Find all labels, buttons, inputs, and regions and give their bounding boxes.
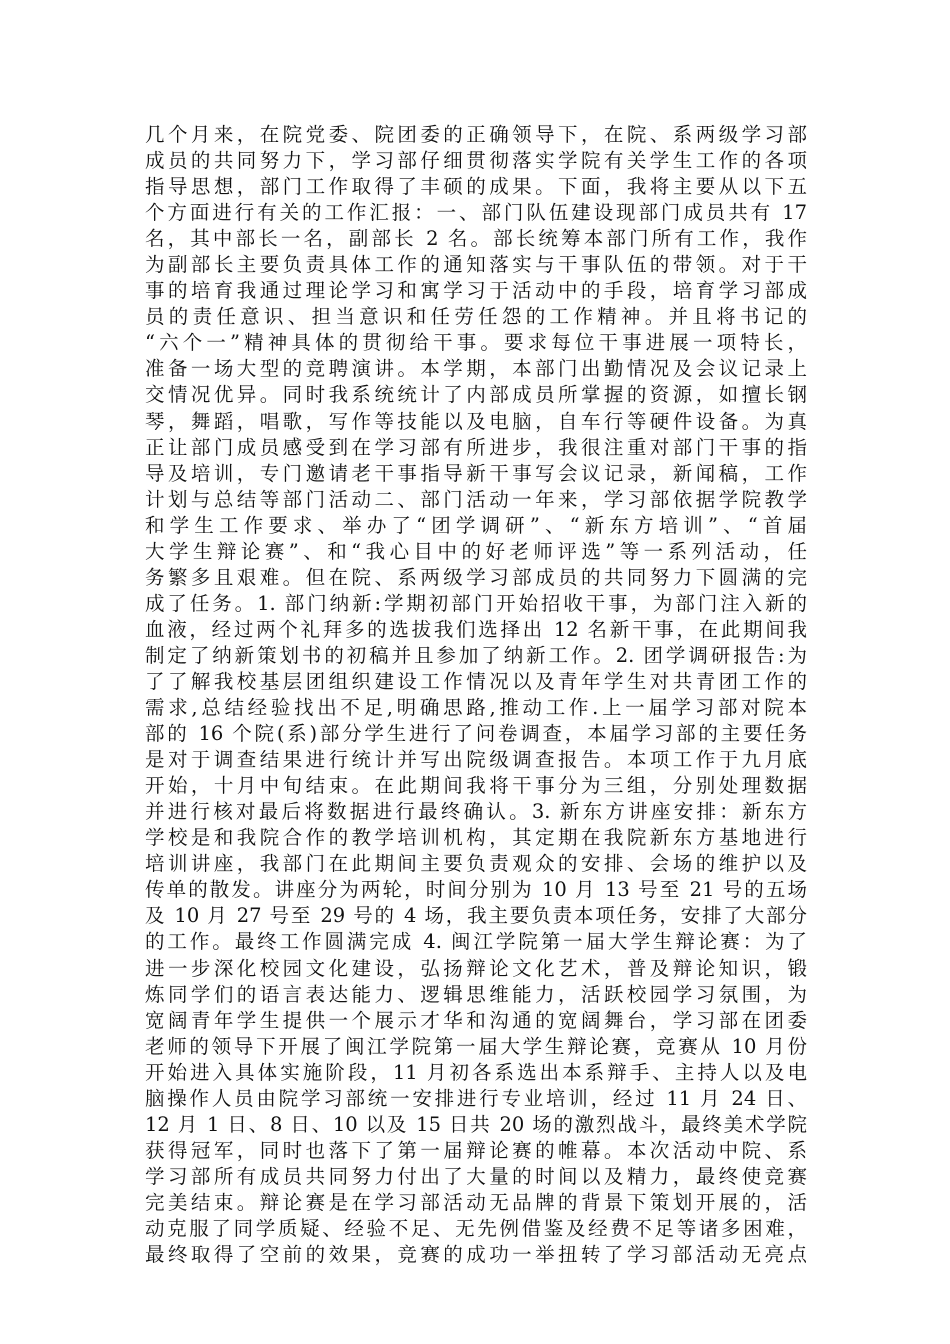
text-line: 了了解我校基层团组织建设工作情况以及青年学生对共青团工作的 bbox=[145, 669, 807, 693]
text-line: 正让部门成员感受到在学习部有所进步，我很注重对部门干事的指 bbox=[145, 435, 807, 459]
text-line: 宽阔青年学生提供一个展示才华和沟通的宽阔舞台，学习部在团委 bbox=[145, 1008, 807, 1032]
text-line: 传单的散发。讲座分为两轮，时间分别为 10 月 13 号至 21 号的五场 bbox=[145, 878, 807, 902]
body-text bbox=[145, 122, 807, 1268]
text-line: 老师的领导下开展了闽江学院第一届大学生辩论赛，竞赛从 10 月份 bbox=[145, 1034, 807, 1058]
text-line: 和学生工作要求、举办了“团学调研”、“新东方培训”、“首届 bbox=[145, 513, 807, 537]
text-line: 获得冠军，同时也落下了第一届辩论赛的帷幕。本次活动中院、系 bbox=[145, 1138, 807, 1162]
text-line: 及 10 月 27 号至 29 号的 4 场，我主要负责本项任务，安排了大部分 bbox=[145, 904, 807, 928]
text-line: 成员的共同努力下，学习部仔细贯彻落实学院有关学生工作的各项 bbox=[145, 149, 807, 173]
text-line: 进一步深化校园文化建设，弘扬辩论文化艺术，普及辩论知识，锻 bbox=[145, 956, 807, 980]
text-line: 并进行核对最后将数据进行最终确认。3. 新东方讲座安排：新东方 bbox=[145, 800, 807, 824]
text-line: 大学生辩论赛”、和“我心目中的好老师评选”等一系列活动，任 bbox=[145, 539, 807, 563]
text-line: 学校是和我院合作的教学培训机构，其定期在我院新东方基地进行 bbox=[145, 826, 807, 850]
text-line: 学习部所有成员共同努力付出了大量的时间以及精力，最终使竞赛 bbox=[145, 1164, 807, 1188]
text-line: 脑操作人员由院学习部统一安排进行专业培训，经过 11 月 24 日、 bbox=[145, 1086, 807, 1110]
text-line: 动克服了同学质疑、经验不足、无先例借鉴及经费不足等诸多困难， bbox=[145, 1216, 807, 1240]
text-line: “六个一”精神具体的贯彻给干事。要求每位干事进展一项特长， bbox=[145, 331, 807, 355]
text-line: 导及培训，专门邀请老干事指导新干事写会议记录，新闻稿，工作 bbox=[145, 461, 807, 485]
text-line: 琴，舞蹈，唱歌，写作等技能以及电脑，自车行等硬件设备。为真 bbox=[145, 409, 807, 433]
text-line: 事的培育我通过理论学习和寓学习于活动中的手段，培育学习部成 bbox=[145, 279, 807, 303]
text-line: 12 月 1 日、8 日、10 以及 15 日共 20 场的激烈战斗，最终美术学院 bbox=[145, 1112, 807, 1136]
text-line: 计划与总结等部门活动二、部门活动一年来，学习部依据学院教学 bbox=[145, 487, 807, 511]
text-line: 部的 16 个院(系)部分学生进行了问卷调查，本届学习部的主要任务 bbox=[145, 722, 807, 746]
text-line: 需求,总结经验找出不足,明确思路,推动工作.上一届学习部对院本 bbox=[145, 696, 807, 720]
text-line: 开始，十月中旬结束。在此期间我将干事分为三组，分别处理数据 bbox=[145, 774, 807, 798]
text-line: 最终取得了空前的效果，竞赛的成功一举扭转了学习部活动无亮点 bbox=[145, 1243, 807, 1267]
text-line: 培训讲座，我部门在此期间主要负责观众的安排、会场的维护以及 bbox=[145, 852, 807, 876]
text-line: 血液，经过两个礼拜多的选拔我们选择出 12 名新干事，在此期间我 bbox=[145, 617, 807, 641]
text-line: 准备一场大型的竞聘演讲。本学期，本部门出勤情况及会议记录上 bbox=[145, 357, 807, 381]
text-line: 成了任务。1. 部门纳新:学期初部门开始招收干事，为部门注入新的 bbox=[145, 591, 807, 615]
text-line: 指导思想，部门工作取得了丰硕的成果。下面，我将主要从以下五 bbox=[145, 175, 807, 199]
text-line: 几个月来，在院党委、院团委的正确领导下，在院、系两级学习部 bbox=[145, 123, 807, 146]
text-line: 交情况优异。同时我系统统计了内部成员所掌握的资源，如擅长钢 bbox=[145, 383, 807, 407]
text-line: 为副部长主要负责具体工作的通知落实与干事队伍的带领。对于干 bbox=[145, 253, 807, 277]
text-line: 个方面进行有关的工作汇报：一、部门队伍建设现部门成员共有 17 bbox=[145, 201, 807, 225]
text-line: 员的责任意识、担当意识和任劳任怨的工作精神。并且将书记的 bbox=[145, 305, 807, 329]
text-line: 是对于调查结果进行统计并写出院级调查报告。本项工作于九月底 bbox=[145, 748, 807, 772]
text-line: 炼同学们的语言表达能力、逻辑思维能力，活跃校园学习氛围，为 bbox=[145, 982, 807, 1006]
text-line: 制定了纳新策划书的初稿并且参加了纳新工作。2. 团学调研报告:为 bbox=[145, 643, 807, 667]
text-line: 的工作。最终工作圆满完成 4. 闽江学院第一届大学生辩论赛：为了 bbox=[145, 930, 807, 954]
text-line: 完美结束。辩论赛是在学习部活动无品牌的背景下策划开展的，活 bbox=[145, 1190, 807, 1214]
text-line: 务繁多且艰难。但在院、系两级学习部成员的共同努力下圆满的完 bbox=[145, 565, 807, 589]
text-line: 名，其中部长一名，副部长 2 名。部长统筹本部门所有工作，我作 bbox=[145, 227, 807, 251]
text-line: 开始进入具体实施阶段，11 月初各系选出本系辩手、主持人以及电 bbox=[145, 1060, 807, 1084]
